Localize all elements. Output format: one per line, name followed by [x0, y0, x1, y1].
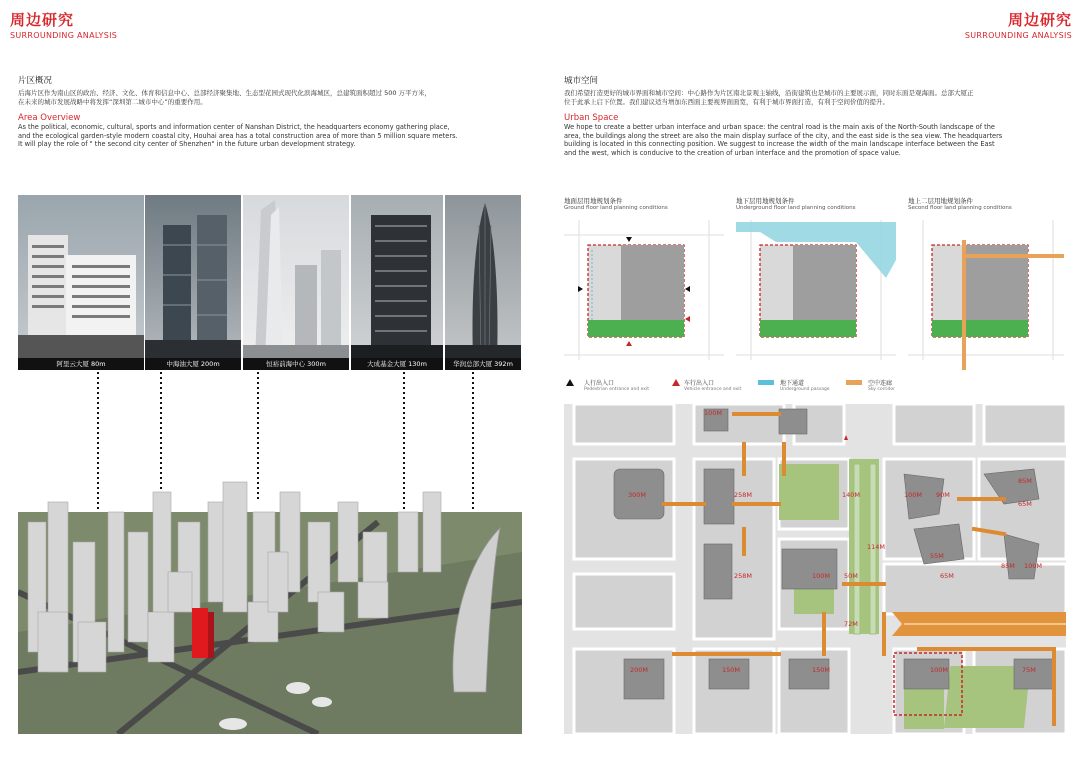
condition-second-floor-title-en: Second floor land planning conditions — [908, 205, 1012, 211]
condition-ground-title-en: Ground floor land planning conditions — [564, 205, 668, 211]
condition-second-floor-title-cn: 地上二层用地规划条件 — [908, 197, 973, 205]
map-height-label: 100M — [904, 491, 923, 499]
map-height-label: 90M — [936, 491, 950, 499]
map-height-label: 65M — [1018, 500, 1032, 508]
planning-conditions-drawing — [564, 220, 1064, 370]
photo-hengyu-center — [243, 195, 349, 370]
legend-sky-en: Sky corridor — [868, 387, 895, 392]
planning-conditions-diagrams — [564, 220, 1064, 370]
legend-sky — [846, 378, 895, 392]
map-height-label: 50M — [844, 572, 858, 580]
legend-sky-cn: 空中连廊 — [868, 380, 893, 387]
urban-space-heading-en: Urban Space — [564, 113, 619, 123]
condition-ground-title-cn: 地面层用地规划条件 — [564, 197, 623, 205]
legend-pedestrian — [566, 378, 649, 392]
underground-floor-diagram — [736, 220, 896, 360]
condition-underground-title — [736, 196, 856, 211]
area-overview-body-cn-1: 后海片区作为南山区的政治、经济、文化、体育和信息中心、总部经济聚集地、生态型花园式现代化滨海城区，总建筑面积超过 500 万平方米， — [18, 89, 432, 97]
urban-space-body-cn-1: 我们希望打造更好的城市界面和城市空间：中心路作为片区南北景观主轴线，沿街建筑也是城市的主要展示面，同时东面是观海面。总部大厦正 — [564, 89, 974, 97]
photo-caption: 大成基金大厦 130m — [351, 358, 443, 370]
map-height-label: 140M — [842, 491, 861, 499]
map-height-label: 150M — [722, 666, 741, 674]
map-height-label: 100M — [1024, 562, 1043, 570]
urban-space-body-en-1: We hope to create a better urban interface and urban space: the central road is the main axis of the North-South landscape of the — [564, 123, 995, 131]
map-height-label: 85M — [1018, 477, 1032, 485]
area-overview-body-en-2: and the ecological garden-style modern coastal city, Houhai area has a total construction area of more than 5 million square meters. — [18, 131, 458, 140]
legend-underground — [758, 378, 830, 392]
photo-china-resources-hq — [445, 195, 521, 370]
page-title-right: 周边研究 — [1007, 11, 1072, 29]
page-title-left: 周边研究 — [10, 11, 75, 29]
condition-underground-title-en: Underground floor land planning conditions — [736, 205, 856, 211]
vehicle-entrance-icon — [672, 379, 680, 387]
map-height-label: 300M — [628, 491, 647, 499]
area-overview-body-en-3: It will play the role of " the second city center of Shenzhen" in the future urban development strategy. — [18, 140, 356, 149]
condition-ground-title — [564, 196, 668, 211]
hengyu-center-image — [243, 195, 349, 370]
map-height-label: 200M — [630, 666, 649, 674]
map-height-label: 258M — [734, 491, 753, 499]
photo-caption: 恒裕前海中心 300m — [243, 358, 349, 370]
aliyun-building-image — [18, 195, 144, 370]
legend-vehicle-cn: 车行出入口 — [684, 380, 715, 387]
urban-space-body-cn-2: 位于此承上启下位置。我们建议适当增加东西面主要视界面面宽，有利于城市界面打造，有利于空间价值的提升。 — [564, 98, 889, 106]
map-height-label: 75M — [1022, 666, 1036, 674]
area-overview-body-en-1: As the political, economic, cultural, sports and information center of Nanshan District, the headquarters economy gathering place, — [18, 123, 450, 131]
china-resources-hq-image — [445, 195, 521, 370]
map-legend — [566, 378, 1066, 396]
map-height-label: 100M — [704, 409, 723, 417]
site-plan-drawing — [564, 404, 1066, 734]
urban-space-body-en-4: and the west, which is conducive to the creation of urban interface and the promotion of space value. — [564, 148, 901, 157]
site-plan-map — [564, 404, 1066, 734]
legend-vehicle-en: Vehicle entrance and exit — [684, 387, 742, 392]
photo-aliyun-building — [18, 195, 144, 370]
map-height-label: 55M — [930, 552, 944, 560]
area-overview-body-cn-2: 在未来的城市发展战略中将发挥“深圳第二城市中心”的重要作用。 — [18, 98, 207, 106]
legend-vehicle — [672, 378, 741, 392]
photo-caption: 阿里云大厦 80m — [18, 358, 144, 370]
condition-second-floor-title — [908, 196, 1012, 211]
urban-space-body-en-2: area, the buildings along the street are also the main display surface of the city, and the east side is the sea view. The headquarters — [564, 131, 1003, 140]
area-overview-heading-cn: 片区概况 — [18, 76, 53, 86]
map-height-label: 72M — [844, 620, 858, 628]
legend-pedestrian-en: Pedestrian entrance and exit — [584, 387, 649, 392]
sky-corridor-swatch — [846, 380, 862, 385]
photo-cnooc-building — [145, 195, 241, 370]
area-overview-section — [18, 74, 528, 149]
second-floor-diagram — [908, 220, 1064, 370]
urban-space-body-en-3: building is located in this connecting position. We suggest to increase the width of the main landscape interface between the East — [564, 140, 995, 149]
dacheng-fund-building-image — [351, 195, 443, 370]
pedestrian-entrance-icon — [566, 379, 574, 387]
urban-space-section — [564, 74, 1069, 157]
ground-floor-diagram — [564, 220, 724, 360]
city-massing-drawing — [18, 372, 522, 734]
condition-underground-title-cn: 地下层用地规划条件 — [736, 197, 795, 205]
map-height-label: 150M — [812, 666, 831, 674]
area-overview-heading-en: Area Overview — [18, 113, 81, 123]
underground-passage-swatch — [758, 380, 774, 385]
photo-caption: 中海油大厦 200m — [145, 358, 241, 370]
map-height-label: 100M — [930, 666, 949, 674]
legend-underground-cn: 地下通道 — [780, 380, 805, 387]
city-massing-model — [18, 372, 522, 734]
photo-caption: 华润总部大厦 392m — [445, 358, 521, 370]
map-height-label: 85M — [1001, 562, 1015, 570]
map-height-label: 65M — [940, 572, 954, 580]
legend-pedestrian-cn: 人行出入口 — [584, 380, 615, 387]
page-subtitle-left: SURROUNDING ANALYSIS — [10, 31, 118, 40]
photo-dacheng-fund-building — [351, 195, 443, 370]
map-height-label: 100M — [812, 572, 831, 580]
map-height-label: 258M — [734, 572, 753, 580]
urban-space-heading-cn: 城市空间 — [564, 76, 599, 86]
map-height-label: 114M — [867, 543, 886, 551]
cnooc-building-image — [145, 195, 241, 370]
legend-underground-en: Underground passage — [780, 387, 830, 392]
page-subtitle-right: SURROUNDING ANALYSIS — [964, 31, 1072, 40]
